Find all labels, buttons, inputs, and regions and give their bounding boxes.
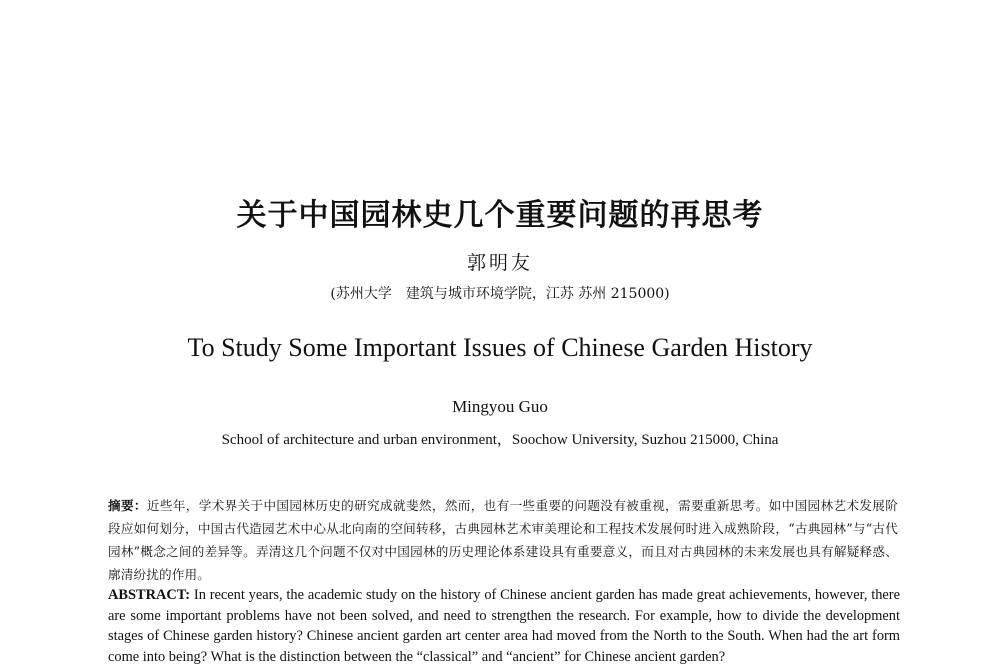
author-name-english: Mingyou Guo	[452, 397, 548, 416]
abstract-chinese-label: 摘要：	[108, 498, 147, 513]
abstract-english-text: In recent years, the academic study on the history of Chinese ancient garden has made great achievements, however, there are some important problems have not been solved, and need to strengthen the research. For example, how to divide the development stages of Chinese garden history? Chinese ancient garden art center area had moved from the North to the South. When had the art form come into being? What is the distinction between the “classical” and “ancient” for Chinese ancient garden?	[108, 587, 900, 665]
abstract-chinese-text: 近些年，学术界关于中国园林历史的研究成就斐然，然而，也有一些重要的问题没有被重视，需要重新思考。如中国园林艺术发展阶段应如何划分，中国古代造园艺术中心从北向南的空间转移，古典园林艺术审美理论和工程技术发展何时进入成熟阶段，“古典园林”与“古代园林”概念之间的差异等。弄清这几个问题不仅对中国园林的历史理论体系建设具有重要意义，而且对古典园林的未来发展也具有解疑释惑、廓清纷扰的作用。	[108, 498, 899, 582]
affiliation-english: School of architecture and urban environment，Soochow University, Suzhou 215000, China	[221, 432, 779, 448]
abstract-chinese	[108, 494, 898, 586]
abstract-english	[108, 585, 900, 667]
affiliation-chinese: (苏州大学 建筑与城市环境学院，江苏 苏州 215000)	[330, 286, 670, 302]
paper-title-chinese: 关于中国园林史几个重要问题的再思考	[236, 198, 764, 233]
paper-title-english: To Study Some Important Issues of Chinese Garden History	[187, 333, 813, 362]
abstract-english-label: ABSTRACT:	[108, 587, 191, 603]
author-name-chinese: 郭明友	[466, 252, 533, 274]
